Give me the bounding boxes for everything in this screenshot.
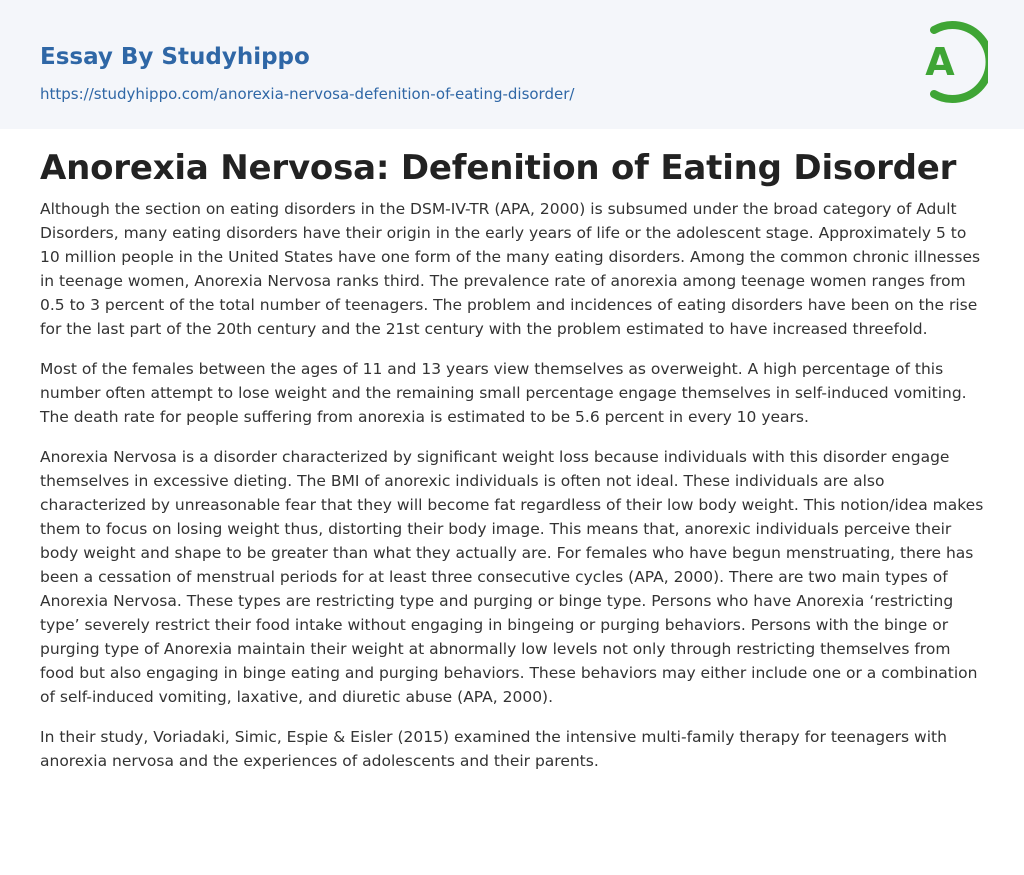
site-title[interactable]: Essay By Studyhippo (40, 44, 310, 70)
essay-paragraph: In their study, Voriadaki, Simic, Espie & Eisler (2015) examined the intensive multi-family therapy for teenagers with anorexia nervosa and the experiences of adolescents and their parents. (40, 728, 947, 770)
essay-url-link[interactable]: https://studyhippo.com/anorexia-nervosa-defenition-of-eating-disorder/ (40, 85, 575, 103)
site-header (0, 0, 1024, 129)
essay-paragraph: Although the section on eating disorders in the DSM-IV-TR (APA, 2000) is subsumed under the broad category of Adult Disorders, many eating disorders have their origin in the early years of life or the adolescent stage. Approximately 5 to 10 million people in the United States have one form of the many eating disorders. Among the common chronic illnesses in teenage women, Anorexia Nervosa ranks third. The prevalence rate of anorexia among teenage women ranges from 0.5 to 3 percent of the total number of teenagers. The problem and incidences of eating disorders have been on the rise for the last part of the 20th century and the 21st century with the problem estimated to have increased threefold. (40, 200, 981, 338)
essay-paragraph: Most of the females between the ages of 11 and 13 years view themselves as overweight. A high percentage of this number often attempt to lose weight and the remaining small percentage engage themselves in self-induced vomiting. The death rate for people suffering from anorexia is estimated to be 5.6 percent in every 10 years. (40, 360, 967, 426)
studyhippo-logo-icon[interactable] (904, 18, 988, 106)
essay-title: Anorexia Nervosa: Defenition of Eating Disorder (40, 148, 957, 188)
essay-content (40, 146, 984, 789)
logo-letter: A (925, 40, 955, 84)
essay-paragraph: Anorexia Nervosa is a disorder characterized by significant weight loss because individuals with this disorder engage themselves in excessive dieting. The BMI of anorexic individuals is often not ideal. These individuals are also characterized by unreasonable fear that they will become fat regardless of their low body weight. This notion/idea makes them to focus on losing weight thus, distorting their body image. This means that, anorexic individuals perceive their body weight and shape to be greater than what they actually are. For females who have begun menstruating, there has been a cessation of menstrual periods for at least three consecutive cycles (APA, 2000). There are two main types of Anorexia Nervosa. These types are restricting type and purging or binge type. Persons who have Anorexia ‘restricting type’ severely restrict their food intake without engaging in bingeing or purging behaviors. Persons with the binge or purging type of Anorexia maintain their weight at abnormally low levels not only through restricting themselves from food but also engaging in binge eating and purging behaviors. These behaviors may either include one or a combination of self-induced vomiting, laxative, and diuretic abuse (APA, 2000). (40, 448, 984, 706)
